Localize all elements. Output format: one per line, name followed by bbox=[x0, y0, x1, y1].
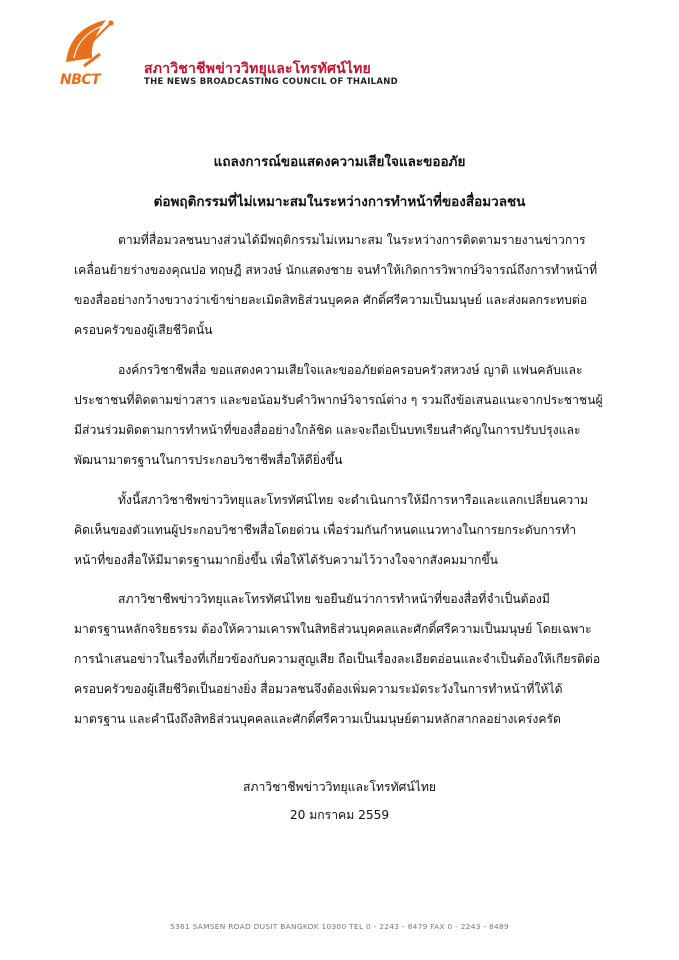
paragraph-line: สภาวิชาชีพข่าววิทยุและโทรทัศน์ไทย ขอยืนยันว่าการทำหน้าที่ของสื่อที่จำเป็นต้องมี bbox=[118, 592, 550, 606]
paragraph bbox=[74, 485, 630, 575]
paragraph-line: ครอบครัวของผู้เสียชีวิตเป็นอย่างยิ่ง สื่อมวลชนจึงต้องเพิ่มความระมัดระวังในการทำหน้าที่ให้ได้ bbox=[74, 682, 563, 696]
paragraph-line: หน้าที่ของสื่อให้มีมาตรฐานมากยิ่งขึ้น เพื่อให้ได้รับความไว้วางใจจากสังคมมากขึ้น bbox=[74, 553, 499, 567]
paragraph-line: คิดเห็นของตัวแทนผู้ประกอบวิชาชีพสื่อโดยด่วน เพื่อร่วมกันกำหนดแนวทางในการยกระดับการทำ bbox=[74, 523, 577, 537]
nbct-logo bbox=[56, 14, 399, 88]
paragraph bbox=[74, 584, 630, 734]
paragraph-line: ประชาชนที่ติดตามข่าวสาร และขอน้อมรับคำวิพากษ์วิจารณ์ต่าง ๆ รวมถึงข้อเสนอแนะจากประชาชนผู้ bbox=[74, 393, 603, 407]
paragraph-line: ทั้งนี้สภาวิชาชีพข่าววิทยุและโทรทัศน์ไทย จะดำเนินการให้มีการหารือและแลกเปลี่ยนความ bbox=[118, 493, 589, 507]
signature-organization: สภาวิชาชีพข่าววิทยุและโทรทัศน์ไทย bbox=[242, 780, 437, 794]
paragraph-line: ครอบครัวของผู้เสียชีวิตนั้น bbox=[74, 323, 213, 337]
paragraph-line: ตามที่สื่อมวลชนบางส่วนได้มีพฤติกรรมไม่เหมาะสม ในระหว่างการติดตามรายงานข่าวการ bbox=[118, 233, 586, 247]
org-name-english: THE NEWS BROADCASTING COUNCIL OF THAILAND bbox=[144, 77, 399, 87]
paragraph bbox=[74, 355, 630, 475]
paragraph-line: การนำเสนอข่าวในเรื่องที่เกี่ยวข้องกับความสูญเสีย ถือเป็นเรื่องละเอียดอ่อนและจำเป็นต้องให้เกียรติต่อ bbox=[74, 652, 601, 666]
paragraph-line: มีส่วนร่วมติดตามการทำหน้าที่ของสื่ออย่างใกล้ชิด และจะถือเป็นบทเรียนสำคัญในการปรับปรุงและ bbox=[74, 423, 581, 437]
document-title: แถลงการณ์ขอแสดงความเสียใจและขออภัย bbox=[213, 154, 466, 170]
paragraph-line: มาตรฐานหลักจริยธรรม ต้องให้ความเคารพในสิทธิส่วนบุคคลและศักดิ์ศรีความเป็นมนุษย์ โดยเฉพาะ bbox=[74, 622, 592, 636]
paragraph-line: พัฒนามาตรฐานในการประกอบวิชาชีพสื่อให้ดียิ่งขึ้น bbox=[74, 453, 343, 467]
paragraph bbox=[74, 225, 630, 345]
document-subtitle: ต่อพฤติกรรมที่ไม่เหมาะสมในระหว่างการทำหน้าที่ของสื่อมวลชน bbox=[153, 194, 526, 210]
logo-abbreviation: NBCT bbox=[60, 72, 101, 88]
paragraph-line: เคลื่อนย้ายร่างของคุณปอ ทฤษฎี สหวงษ์ นักแสดงชาย จนทำให้เกิดการวิพากษ์วิจารณ์ถึงการทำหน้าที่ bbox=[74, 263, 598, 277]
paragraph-line: องค์กรวิชาชีพสื่อ ขอแสดงความเสียใจและขออภัยต่อครอบครัวสหวงษ์ ญาติ แฟนคลับและ bbox=[118, 363, 583, 377]
broadcast-dish-icon bbox=[56, 14, 146, 76]
paragraph-line: ของสื่ออย่างกว้างขวางว่าเข้าข่ายละเมิดสิทธิส่วนบุคคล ศักดิ์ศรีความเป็นมนุษย์ และส่งผลกระทบต่อ bbox=[74, 293, 588, 307]
org-name-thai: สภาวิชาชีพข่าววิทยุและโทรทัศน์ไทย bbox=[144, 61, 371, 77]
footer-address: 5361 SAMSEN ROAD DUSIT BANGKOK 10300 TEL 0 - 2243 - 8479 FAX 0 - 2243 - 8489 bbox=[169, 922, 510, 931]
paragraph-line: มาตรฐาน และคำนึงถึงสิทธิส่วนบุคคลและศักดิ์ศรีความเป็นมนุษย์ตามหลักสากลอย่างเคร่งครัด bbox=[74, 712, 561, 726]
signature-date: 20 มกราคม 2559 bbox=[289, 808, 390, 822]
